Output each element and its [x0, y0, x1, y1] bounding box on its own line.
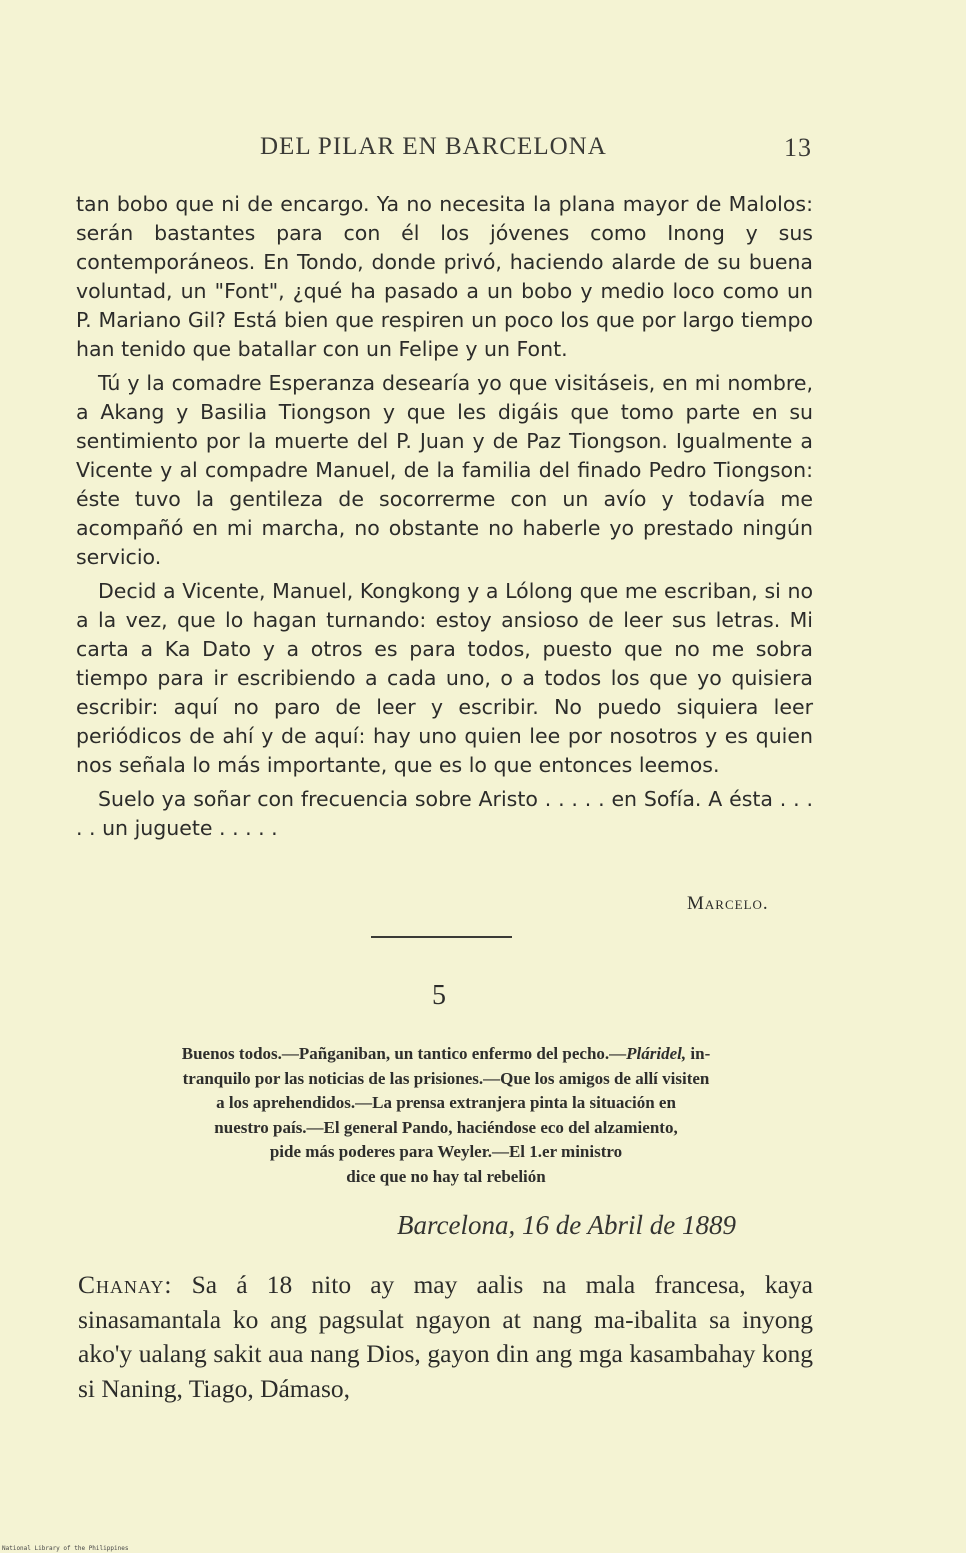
letter-number: 5: [432, 980, 446, 1011]
addressee: Chanay:: [78, 1270, 173, 1299]
letter-summary: [76, 1042, 816, 1189]
paragraph: Decid a Vicente, Manuel, Kongkong y a Lólong que me escriban, si no a la vez, que lo hagan turnando: estoy ansioso de leer sus letras. Mi carta a Ka Dato y a otros es para todos, puesto que no me sobra tiempo para ir escribiendo a cada uno, o a todos los que yo quisiera escribir: aquí no paro de leer y escribir. No puedo siquiera leer periódicos de ahí y de aquí: hay uno quien lee por nosotros y es quien nos señala lo más importante, que es lo que entonces leemos.: [76, 579, 813, 777]
running-title: DEL PILAR EN BARCELONA: [260, 133, 607, 160]
paragraph: Tú y la comadre Esperanza desearía yo que visitáseis, en mi nombre, a Akang y Basilia Tiongson y que les digáis que tomo parte en su sentimiento por la muerte del P. Juan y de Paz Tiongson. Igualmente a Vicente y al compadre Manuel, de la familia del finado Pedro Tiongson: éste tuvo la gentileza de socorrerme con un avío y todavía me acompañó en mi marcha, no obstante no haberle yo prestado ningún servicio.: [76, 371, 813, 569]
summary-line: a los aprehendidos.—La prensa extranjera pinta la situación en: [216, 1093, 676, 1112]
summary-italic: Pláridel,: [626, 1044, 687, 1063]
summary-text: Buenos todos.—Pañganiban, un tantico enfermo del pecho.—: [181, 1044, 627, 1063]
summary-line: nuestro país.—El general Pando, haciéndose eco del alzamiento,: [214, 1117, 678, 1137]
letter-5-body: [78, 1268, 813, 1406]
letter-4-body: [76, 190, 813, 848]
section-divider: [371, 936, 512, 938]
summary-text: in-: [686, 1044, 711, 1063]
dateline: Barcelona, 16 de Abril de 1889: [397, 1210, 736, 1240]
page-number: 13: [784, 133, 812, 162]
letter-opening: Sa á 18 nito ay may aalis na mala francesa, kaya sinasamantala ko ang pagsulat ngayon at nang ma-ibalita sa inyong ako'y ualang sakit aua nang Dios, gayon din ang mga kasambahay kong si Naning, Tiago, Dámaso,: [78, 1270, 813, 1403]
summary-line: tranquilo por las noticias de las prisiones.—Que los amigos de allí visiten: [182, 1068, 710, 1088]
running-head: [76, 133, 816, 167]
paragraph: tan bobo que ni de encargo. Ya no necesita la plana mayor de Malolos: serán bastantes para con él los jóvenes como Inong y sus contemporáneos. En Tondo, donde privó, haciendo alarde de su buena voluntad, un "Font", ¿qué ha pasado a un bobo y medio loco como un P. Mariano Gil? Está bien que respiren un poco los que por largo tiempo han tenido que batallar con un Felipe y un Font.: [76, 192, 813, 361]
paragraph: Suelo ya soñar con frecuencia sobre Aristo . . . . . en Sofía. A ésta . . . . . un juguete . . . . .: [76, 787, 813, 840]
signature: Marcelo.: [687, 893, 769, 914]
library-watermark: National Library of the Philippines: [2, 1545, 129, 1552]
summary-line: dice que no hay tal rebelión: [346, 1166, 546, 1186]
summary-line: pide más poderes para Weyler.—El 1.er ministro: [269, 1142, 623, 1161]
